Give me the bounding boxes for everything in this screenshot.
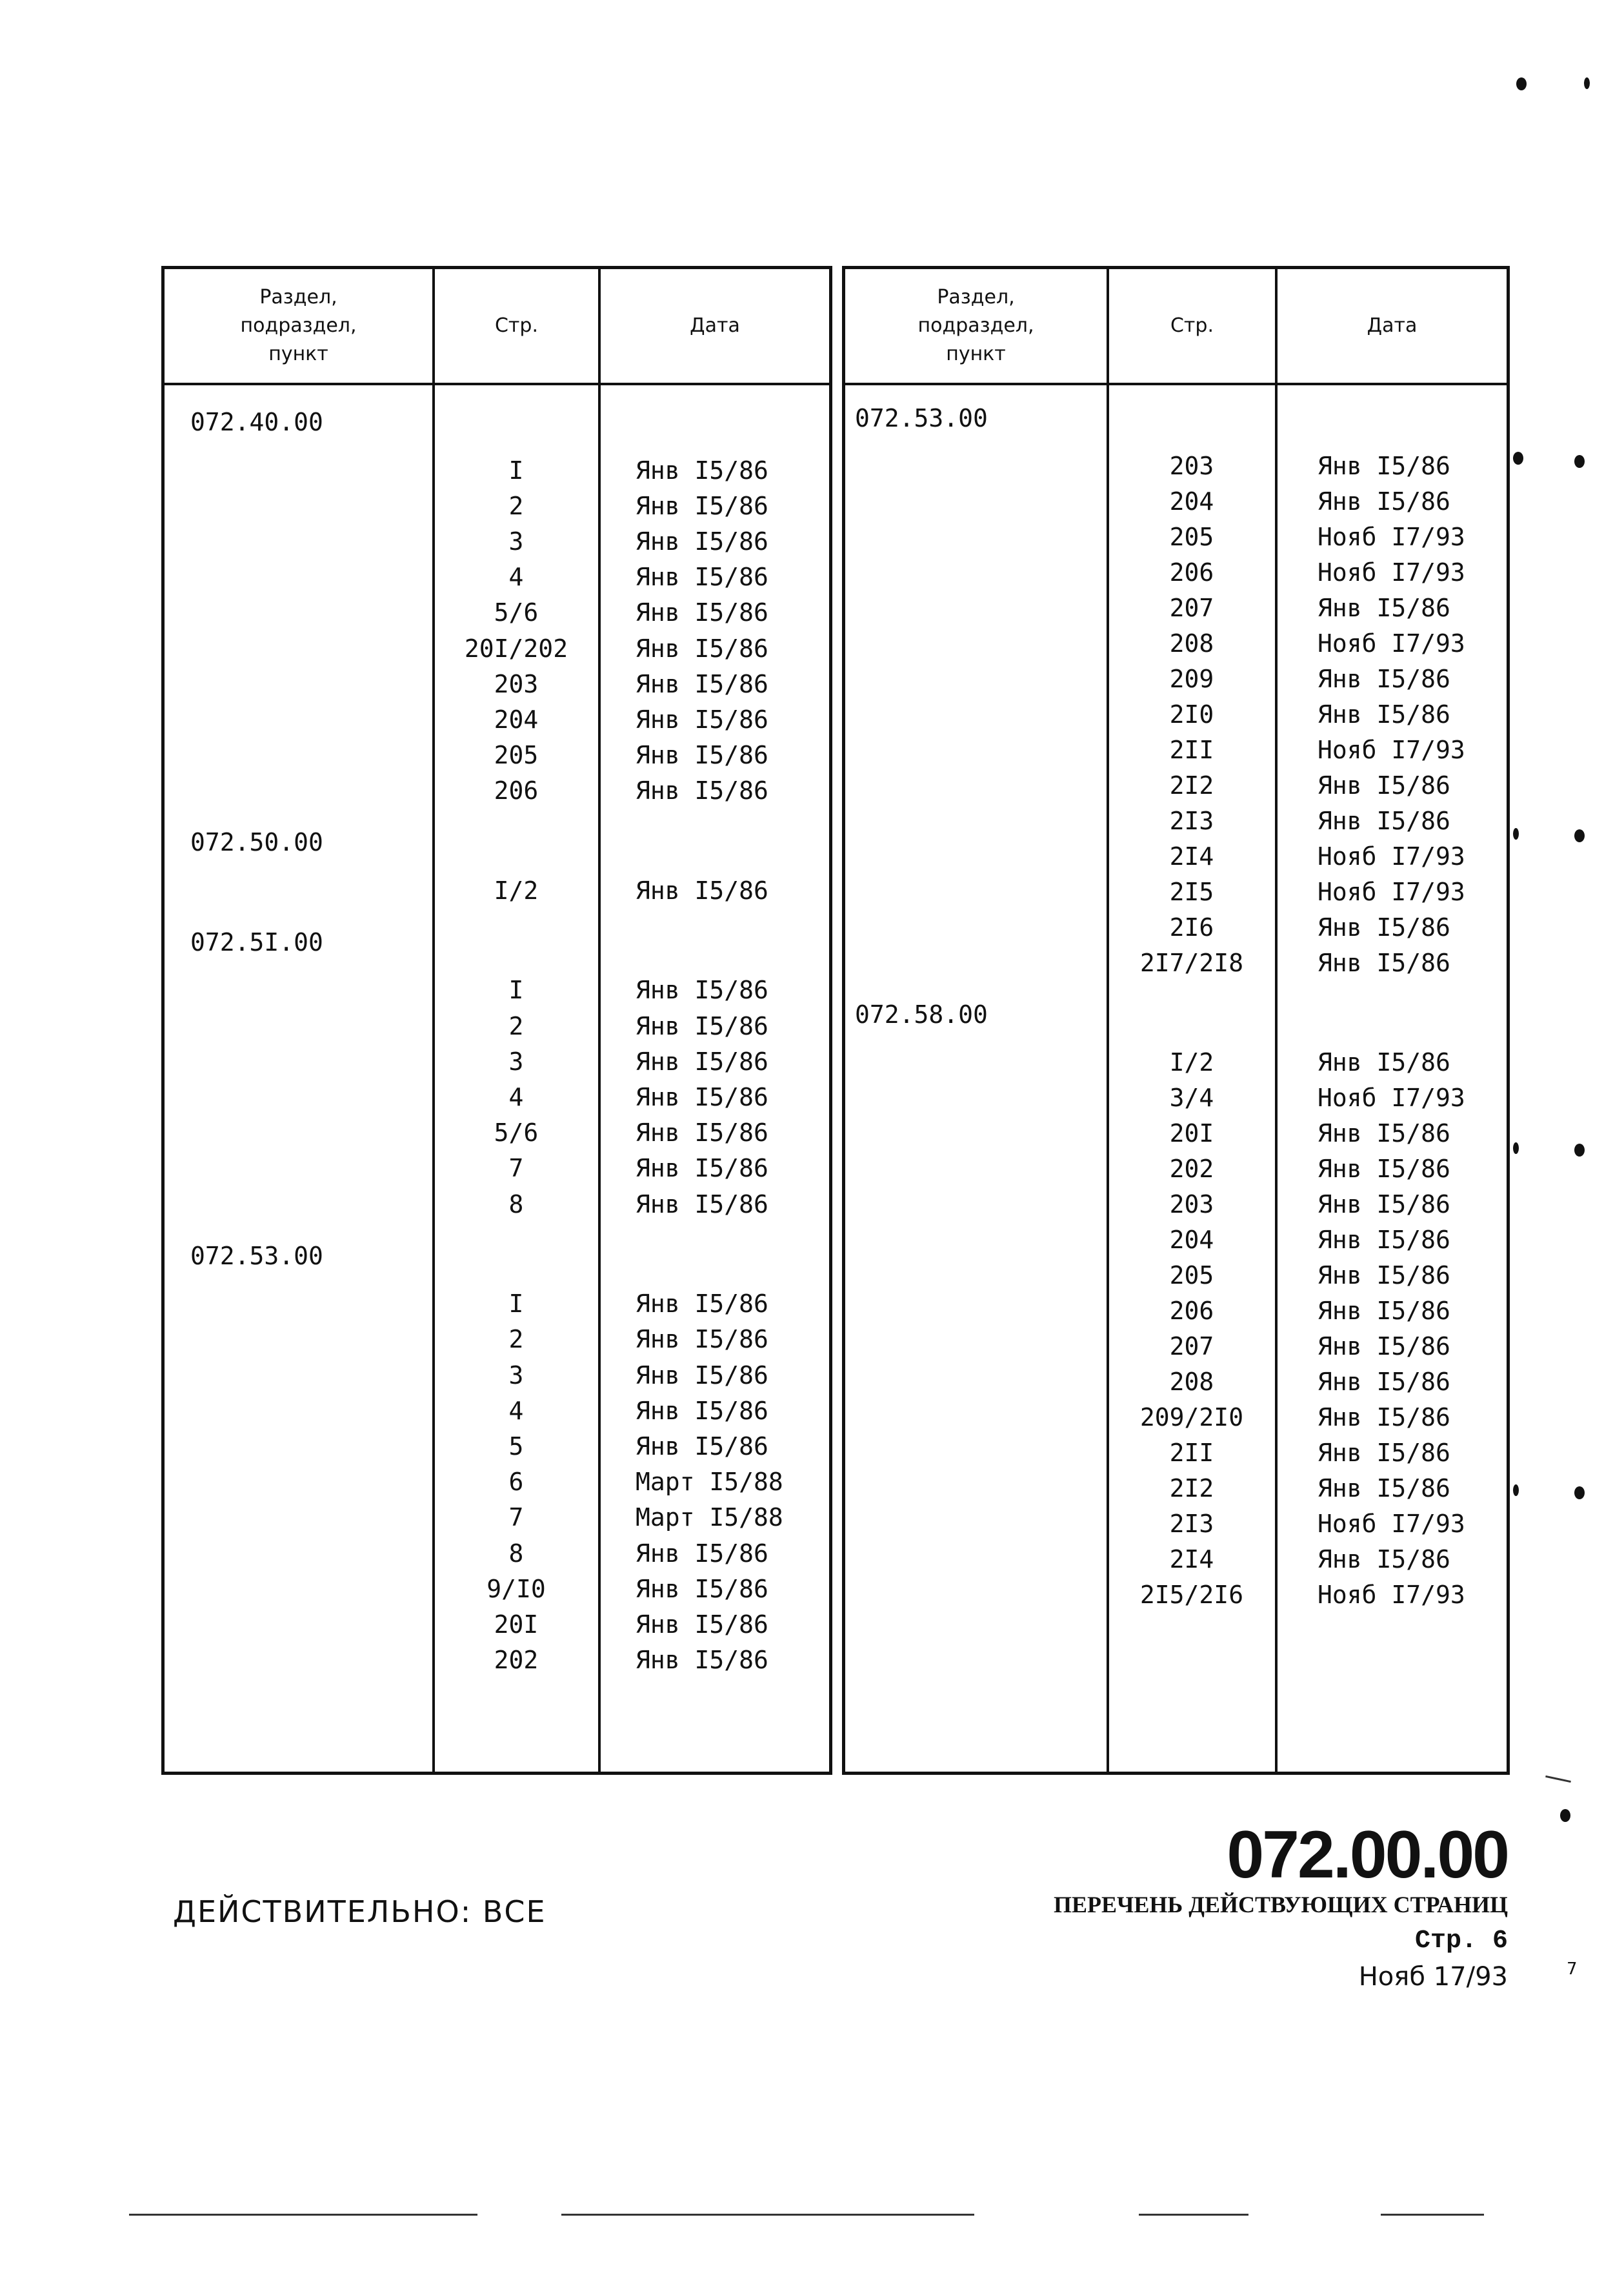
binder-dot xyxy=(1513,1142,1519,1154)
page-cell: 4 xyxy=(508,1083,524,1112)
page-cell: 2 xyxy=(508,1325,524,1354)
header-date: Дата xyxy=(1367,314,1418,337)
binder-dot xyxy=(1513,452,1523,465)
page-cell: 8 xyxy=(508,1539,524,1568)
page-cell: 20I xyxy=(1169,1119,1214,1148)
page-cell: 206 xyxy=(1169,1297,1214,1326)
scan-line xyxy=(1139,2214,1248,2216)
page-cell: 5 xyxy=(508,1432,524,1461)
document-title: ПЕРЕЧЕНЬ ДЕЙСТВУЮЩИХ СТРАНИЦ xyxy=(1053,1892,1508,1917)
page-cell: 4 xyxy=(508,563,524,592)
page-cell: I/2 xyxy=(1169,1048,1214,1077)
page-cell: 203 xyxy=(1169,452,1214,481)
date-cell: Янв I5/86 xyxy=(1318,700,1450,729)
page-cell: 209/2I0 xyxy=(1139,1403,1244,1432)
date-cell: Нояб I7/93 xyxy=(1318,842,1465,871)
date-cell: Янв I5/86 xyxy=(1318,1190,1450,1219)
date-cell: Янв I5/86 xyxy=(1318,1439,1450,1468)
page-cell: 202 xyxy=(1169,1155,1214,1184)
page-cell: 3/4 xyxy=(1169,1084,1214,1113)
page-cell: 2 xyxy=(508,491,524,520)
date-cell: Нояб I7/93 xyxy=(1318,523,1465,552)
page-cell: 2II xyxy=(1169,736,1214,765)
date-cell: Янв I5/86 xyxy=(1318,452,1450,481)
header-divider xyxy=(165,383,829,385)
column-divider xyxy=(432,269,435,1772)
page-cell: 204 xyxy=(1169,1226,1214,1255)
column-divider xyxy=(1107,269,1109,1772)
date-cell: Янв I5/86 xyxy=(1318,1261,1450,1290)
page-cell: 2 xyxy=(508,1011,524,1040)
date-cell: Янв I5/86 xyxy=(1318,949,1450,978)
corner-mark: 7 xyxy=(1567,1959,1578,1979)
date-cell: Янв I5/86 xyxy=(636,976,768,1005)
date-cell: Янв I5/86 xyxy=(636,1118,768,1148)
page-cell: 206 xyxy=(1169,558,1214,587)
binder-dot xyxy=(1513,1484,1519,1496)
page-cell: 3 xyxy=(508,527,524,556)
section-code: 072.53.00 xyxy=(190,1241,323,1270)
scan-mark xyxy=(1545,1775,1571,1783)
date-cell: Янв I5/86 xyxy=(1318,1474,1450,1503)
header-divider xyxy=(845,383,1507,385)
binder-dot xyxy=(1560,1809,1570,1822)
validity-note: ДЕЙСТВИТЕЛЬНО: ВСЕ xyxy=(173,1894,546,1929)
page-number: Стр. 6 xyxy=(1414,1927,1508,1956)
date-cell: Янв I5/86 xyxy=(636,598,768,627)
date-cell: Янв I5/86 xyxy=(1318,1155,1450,1184)
table-left xyxy=(161,266,832,1775)
scan-line xyxy=(561,2214,974,2216)
section-code: 072.53.00 xyxy=(855,404,988,432)
date-cell: Янв I5/86 xyxy=(1318,807,1450,836)
page-cell: 207 xyxy=(1169,594,1214,623)
section-code: 072.5I.00 xyxy=(190,927,323,956)
date-cell: Янв I5/86 xyxy=(636,1574,768,1603)
page-cell: 203 xyxy=(1169,1190,1214,1219)
date-cell: Янв I5/86 xyxy=(1318,1226,1450,1255)
table-right xyxy=(842,266,1510,1775)
section-code: 072.58.00 xyxy=(855,1000,988,1029)
page-cell: 5/6 xyxy=(494,598,539,627)
binder-dot xyxy=(1574,1144,1585,1157)
date-cell: Янв I5/86 xyxy=(636,1083,768,1112)
page-cell: 2I5/2I6 xyxy=(1139,1581,1244,1610)
date-cell: Янв I5/86 xyxy=(636,1154,768,1183)
header-date: Дата xyxy=(690,314,740,337)
date-cell: Янв I5/86 xyxy=(636,1047,768,1076)
page-cell: 5/6 xyxy=(494,1118,539,1148)
binder-dot xyxy=(1574,829,1585,842)
date-cell: Нояб I7/93 xyxy=(1318,878,1465,907)
date-cell: Янв I5/86 xyxy=(636,669,768,698)
binder-dot xyxy=(1584,77,1590,89)
revision-date: Нояб 17/93 xyxy=(1358,1962,1508,1992)
page-cell: 2I2 xyxy=(1169,771,1214,800)
page-cell: 2I5 xyxy=(1169,878,1214,907)
page-cell: I xyxy=(508,456,524,485)
header-page: Стр. xyxy=(1170,314,1214,337)
page-cell: 205 xyxy=(494,741,539,770)
date-cell: Янв I5/86 xyxy=(1318,1545,1450,1574)
page-cell: 2I4 xyxy=(1169,1545,1214,1574)
page-cell: 9/I0 xyxy=(486,1574,546,1603)
page-cell: 2I3 xyxy=(1169,807,1214,836)
date-cell: Янв I5/86 xyxy=(636,563,768,592)
date-cell: Янв I5/86 xyxy=(636,705,768,734)
date-cell: Март I5/88 xyxy=(636,1503,783,1532)
page-cell: 7 xyxy=(508,1503,524,1532)
page-cell: 2I4 xyxy=(1169,842,1214,871)
date-cell: Янв I5/86 xyxy=(636,1189,768,1219)
date-cell: Янв I5/86 xyxy=(1318,487,1450,516)
binder-dot xyxy=(1513,828,1519,840)
date-cell: Янв I5/86 xyxy=(636,456,768,485)
date-cell: Янв I5/86 xyxy=(636,634,768,663)
column-divider xyxy=(598,269,601,1772)
page-cell: 206 xyxy=(494,776,539,805)
page-cell: 3 xyxy=(508,1047,524,1076)
date-cell: Янв I5/86 xyxy=(636,741,768,770)
page-cell: I xyxy=(508,976,524,1005)
date-cell: Янв I5/86 xyxy=(1318,594,1450,623)
scan-line xyxy=(1381,2214,1484,2216)
date-cell: Янв I5/86 xyxy=(636,491,768,520)
page-cell: 2I2 xyxy=(1169,1474,1214,1503)
date-cell: Янв I5/86 xyxy=(636,1290,768,1319)
page-cell: 204 xyxy=(1169,487,1214,516)
date-cell: Янв I5/86 xyxy=(636,1610,768,1639)
date-cell: Март I5/88 xyxy=(636,1468,783,1497)
date-cell: Нояб I7/93 xyxy=(1318,1084,1465,1113)
date-cell: Янв I5/86 xyxy=(1318,771,1450,800)
page-cell: 2II xyxy=(1169,1439,1214,1468)
page-cell: 20I/202 xyxy=(464,634,568,663)
page-cell: I xyxy=(508,1290,524,1319)
binder-dot xyxy=(1574,1486,1585,1499)
date-cell: Янв I5/86 xyxy=(636,776,768,805)
page-cell: 208 xyxy=(1169,1368,1214,1397)
date-cell: Янв I5/86 xyxy=(636,1539,768,1568)
header-section: Раздел, подраздел, пункт xyxy=(917,286,1034,365)
page-cell: 4 xyxy=(508,1396,524,1425)
page-cell: 205 xyxy=(1169,523,1214,552)
date-cell: Янв I5/86 xyxy=(636,876,768,905)
page-cell: I/2 xyxy=(494,876,539,905)
date-cell: Янв I5/86 xyxy=(1318,1403,1450,1432)
date-cell: Нояб I7/93 xyxy=(1318,736,1465,765)
date-cell: Нояб I7/93 xyxy=(1318,558,1465,587)
page-cell: 203 xyxy=(494,669,539,698)
column-divider xyxy=(1275,269,1278,1772)
date-cell: Янв I5/86 xyxy=(1318,1048,1450,1077)
binder-dot xyxy=(1574,455,1585,468)
date-cell: Нояб I7/93 xyxy=(1318,629,1465,658)
date-cell: Нояб I7/93 xyxy=(1318,1581,1465,1610)
page-cell: 202 xyxy=(494,1646,539,1675)
date-cell: Янв I5/86 xyxy=(636,1011,768,1040)
page-cell: 209 xyxy=(1169,665,1214,694)
page-cell: 2I3 xyxy=(1169,1510,1214,1539)
page-cell: 2I0 xyxy=(1169,700,1214,729)
date-cell: Янв I5/86 xyxy=(1318,1297,1450,1326)
date-cell: Янв I5/86 xyxy=(1318,1368,1450,1397)
page-cell: 208 xyxy=(1169,629,1214,658)
date-cell: Нояб I7/93 xyxy=(1318,1510,1465,1539)
section-code: 072.50.00 xyxy=(190,828,323,857)
section-code: 072.40.00 xyxy=(190,408,323,436)
date-cell: Янв I5/86 xyxy=(636,1360,768,1390)
header-page: Стр. xyxy=(494,314,538,337)
date-cell: Янв I5/86 xyxy=(1318,665,1450,694)
date-cell: Янв I5/86 xyxy=(636,1325,768,1354)
date-cell: Янв I5/86 xyxy=(636,527,768,556)
date-cell: Янв I5/86 xyxy=(1318,1119,1450,1148)
date-cell: Янв I5/86 xyxy=(636,1432,768,1461)
binder-dot xyxy=(1516,77,1527,90)
page-cell: 2I6 xyxy=(1169,913,1214,942)
scan-line xyxy=(129,2214,477,2216)
page-cell: 3 xyxy=(508,1360,524,1390)
page-cell: 7 xyxy=(508,1154,524,1183)
date-cell: Янв I5/86 xyxy=(636,1646,768,1675)
date-cell: Янв I5/86 xyxy=(636,1396,768,1425)
page-cell: 8 xyxy=(508,1189,524,1219)
page-cell: 20I xyxy=(494,1610,539,1639)
page-cell: 2I7/2I8 xyxy=(1139,949,1244,978)
date-cell: Янв I5/86 xyxy=(1318,913,1450,942)
document-number: 072.00.00 xyxy=(1227,1817,1508,1892)
header-section: Раздел, подраздел, пункт xyxy=(240,286,357,365)
page-cell: 6 xyxy=(508,1468,524,1497)
page-cell: 204 xyxy=(494,705,539,734)
page-cell: 207 xyxy=(1169,1332,1214,1361)
page-cell: 205 xyxy=(1169,1261,1214,1290)
date-cell: Янв I5/86 xyxy=(1318,1332,1450,1361)
